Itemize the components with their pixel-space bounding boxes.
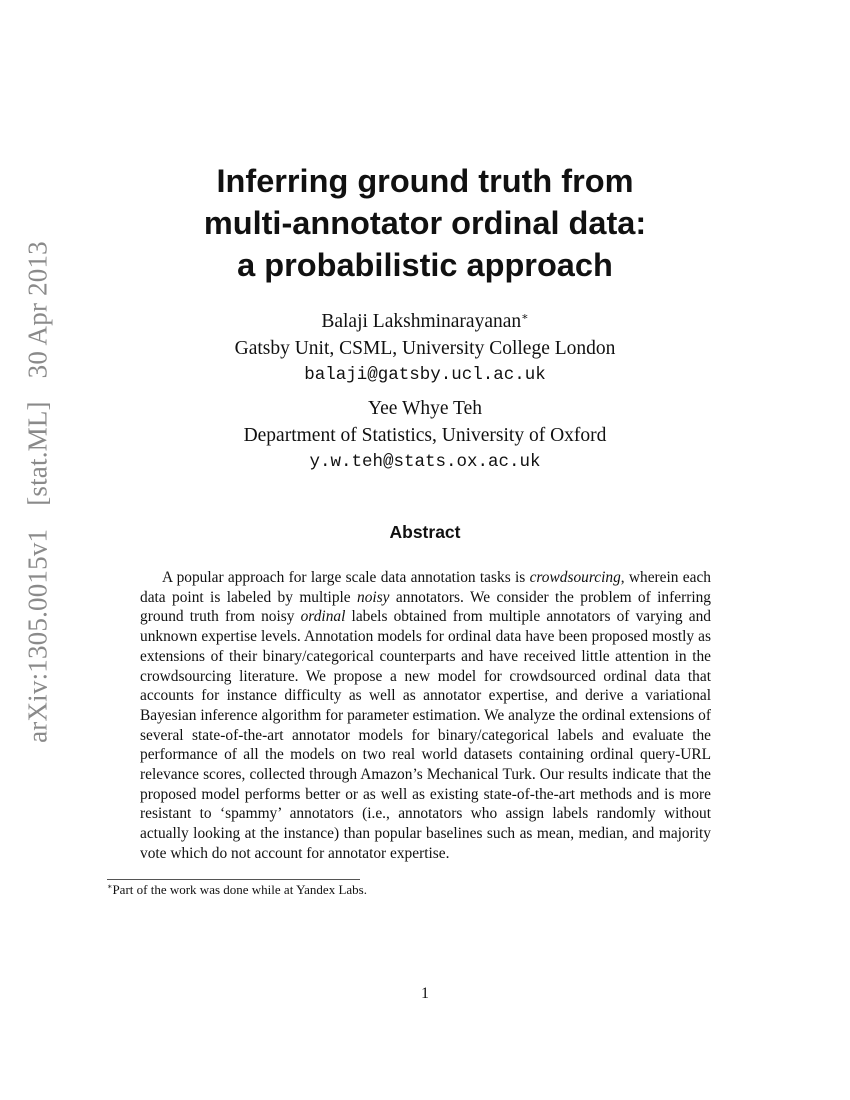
arxiv-stamp (23, 225, 54, 743)
title-line-3: a probabilistic approach (237, 247, 613, 283)
title-line-2: multi-annotator ordinal data: (203, 205, 647, 241)
abstract-heading: Abstract (389, 522, 461, 542)
footnote-mark: ∗ (107, 882, 113, 891)
emphasized-term: noisy (357, 588, 390, 606)
abstract-text: , wherein each data point is labeled by multiple (140, 569, 711, 606)
abstract-text: A popular approach for large scale data annotation tasks is (162, 569, 530, 586)
abstract-text: labels obtained from multiple annotators of varying and unknown expertise levels. Annotation models for ordinal data have been proposed mostly as extensions of their binary/categorical counterparts and have received little attention in the crowdsourcing literature. We propose a new model for crowdsourced ordinal data that accounts for instance difficulty as well as annotator expertise, and derive a variational Bayesian inference algorithm for parameter estimation. We analyze the ordinal extensions of several state-of-the-art annotator models for binary/categorical labels and evaluate the performance of all the models on two real world datasets containing ordinal query-URL relevance scores, collected through Amazon’s Mechanical Turk. Our results indicate that the proposed model performs better or as well as existing state-of-the-art methods and is more resistant to ‘spammy’ annotators (i.e., annotators who assign labels randomly without actually looking at the instance) than popular baselines such as mean, median, and majority vote which do not account for annotator expertise. (140, 608, 711, 862)
author-1 (0, 304, 850, 389)
author-email[interactable]: y.w.teh@stats.ox.ac.uk (309, 452, 541, 472)
author-name: Yee Whye Teh (367, 398, 482, 419)
arxiv-date: 30 Apr 2013 (22, 241, 53, 379)
author-2 (0, 395, 850, 476)
author-affiliation: Department of Statistics, University of Oxford (243, 425, 607, 446)
page-number: 1 (421, 985, 429, 1002)
emphasized-term: crowdsourcing (529, 569, 621, 586)
abstract-text: annotators. We consider the problem of inferring ground truth from noisy (140, 588, 711, 626)
footnote-text: Part of the work was done while at Yandex Labs. (112, 882, 367, 897)
arxiv-id: arXiv:1305.0015v1 (22, 528, 53, 743)
author-name: Balaji Lakshminarayanan (321, 311, 522, 332)
footnote (107, 882, 367, 898)
arxiv-category: [stat.ML] (22, 401, 53, 506)
abstract-body (140, 568, 711, 864)
title-line-1: Inferring ground truth from (216, 163, 634, 199)
author-email[interactable]: balaji@gatsby.ucl.ac.uk (304, 365, 546, 385)
footnote-divider (107, 879, 360, 880)
author-list (0, 304, 850, 482)
author-affiliation: Gatsby Unit, CSML, University College London (234, 338, 616, 359)
emphasized-term: ordinal (300, 608, 346, 626)
footnote-mark[interactable]: ∗ (521, 311, 529, 323)
paper-title (0, 160, 850, 286)
